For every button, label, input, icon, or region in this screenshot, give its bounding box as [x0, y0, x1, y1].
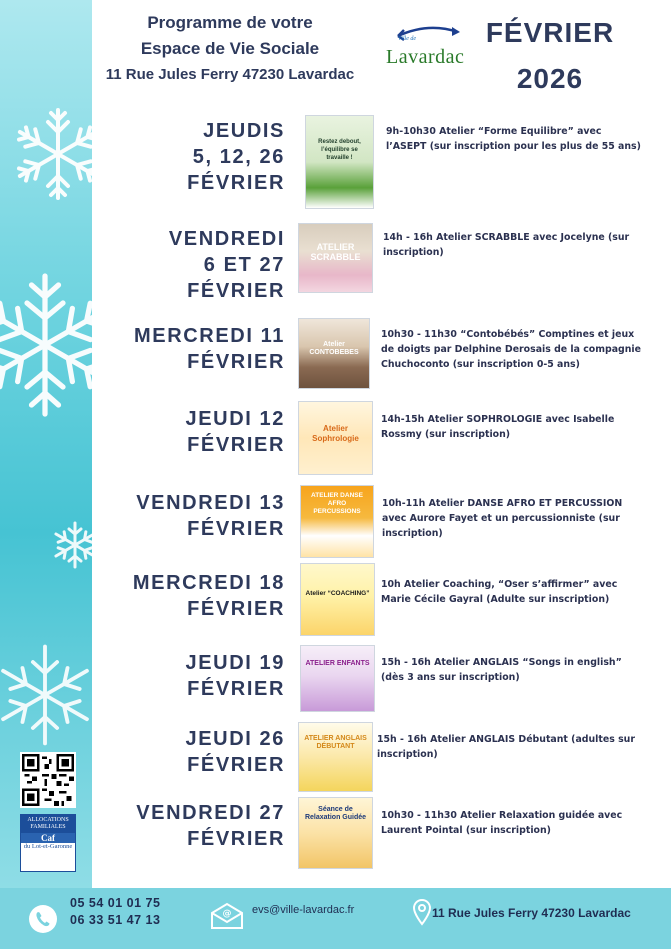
footer [0, 888, 671, 949]
phone-1[interactable]: 05 54 01 01 75 [70, 896, 161, 910]
event-poster: Atelier “COACHING” [300, 563, 375, 636]
phone-numbers [70, 895, 160, 929]
event-description: 10h30 - 11h30 “Contobébés” Comptines et jeux de doigts par Delphine Derosais de la compagnie Chuchoconto (sur inscription 0-5 ans) [381, 329, 641, 370]
event-day: JEUDI 12 FÉVRIER [185, 408, 285, 456]
header-line-1: Programme de votre [147, 13, 313, 32]
event-description: 10h Atelier Coaching, “Oser s’affirmer” avec Marie Cécile Gayral (Adulte sur inscription) [381, 579, 618, 605]
caf-logo: ALLOCATIONS FAMILIALES Caf du Lot-et-Garonne [20, 814, 76, 872]
event-day: VENDREDI 6 ET 27 FÉVRIER [168, 228, 285, 302]
email-link[interactable]: evs@ville-lavardac.fr [252, 904, 355, 916]
event-day: VENDREDI 13 FÉVRIER [136, 492, 285, 540]
event-description: 14h - 16h Atelier SCRABBLE avec Jocelyne (sur inscription) [383, 232, 630, 258]
event-description: 14h-15h Atelier SOPHROLOGIE avec Isabelle Rossmy (sur inscription) [381, 414, 615, 440]
snowflake-icon [8, 104, 92, 204]
event-poster: ATELIER SCRABBLE [298, 223, 373, 293]
decorative-sidebar [0, 0, 92, 888]
snowflake-icon [0, 640, 92, 750]
event-description: 15h - 16h Atelier ANGLAIS Débutant (adultes sur inscription) [377, 734, 635, 760]
phone-icon [28, 904, 58, 934]
event-day: JEUDI 26 FÉVRIER [185, 728, 285, 776]
page-header [95, 10, 365, 88]
event-poster: Séance de Relaxation Guidée [298, 797, 373, 869]
envelope-icon [210, 902, 244, 930]
event-description: 9h-10h30 Atelier “Forme Equilibre” avec l’ASEPT (sur inscription pour les plus de 55 ans) [386, 126, 641, 152]
event-day: JEUDIS 5, 12, 26 FÉVRIER [187, 120, 285, 194]
event-poster: ATELIER DANSE AFRO PERCUSSIONS [300, 485, 374, 558]
footer-address: 11 Rue Jules Ferry 47230 Lavardac [432, 906, 631, 920]
event-poster: ATELIER ANGLAIS DÉBUTANT [298, 722, 373, 792]
qr-code [20, 752, 76, 808]
event-day: MERCREDI 11 FÉVRIER [134, 325, 285, 373]
month-title: FÉVRIER 2026 [485, 17, 615, 94]
event-description: 10h-11h Atelier DANSE AFRO ET PERCUSSION avec Aurore Fayet et un percussionniste (sur inscription) [382, 498, 623, 539]
snowflake-icon [50, 520, 92, 570]
event-description: 15h - 16h Atelier ANGLAIS “Songs in english” (dès 3 ans sur inscription) [381, 657, 622, 683]
event-day: MERCREDI 18 FÉVRIER [132, 572, 285, 620]
event-description: 10h30 - 11h30 Atelier Relaxation guidée avec Laurent Pointal (sur inscription) [381, 810, 623, 836]
svg-text:@: @ [222, 909, 232, 919]
event-poster: ATELIER ENFANTS [300, 645, 375, 712]
event-poster: Restez debout, l’équilibre se travaille ! [305, 115, 374, 209]
header-address: 11 Rue Jules Ferry 47230 Lavardac [105, 66, 355, 83]
snowflake-icon [0, 270, 92, 420]
event-poster: Atelier Sophrologie [298, 401, 373, 475]
event-poster: Atelier CONTOBEBES [298, 318, 370, 389]
phone-2[interactable]: 06 33 51 47 13 [70, 913, 161, 927]
double-arrow-icon [392, 24, 464, 46]
header-line-2: Espace de Vie Sociale [140, 39, 320, 58]
event-day: JEUDI 19 FÉVRIER [185, 652, 285, 700]
location-pin-icon [412, 898, 432, 926]
lavardac-logo: Ville de Lavardac [384, 24, 474, 82]
event-day: VENDREDI 27 FÉVRIER [136, 802, 285, 850]
